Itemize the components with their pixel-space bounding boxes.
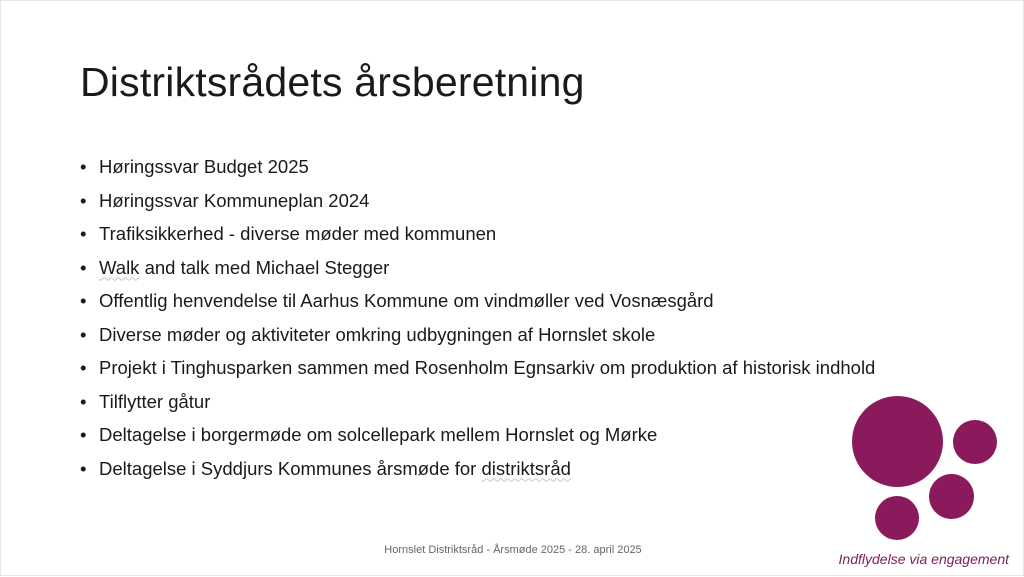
bullet-text: Diverse møder og aktiviteter omkring udbygningen af Hornslet skole <box>99 323 656 345</box>
bullet-text: Trafiksikkerhed - diverse møder med kommunen <box>99 223 497 244</box>
bullet-icon: • <box>80 323 87 345</box>
bullet-text: Offentlig henvendelse til Aarhus Kommune om vindmøller ved Vosnæsgård <box>99 290 714 311</box>
list-item <box>80 156 940 178</box>
circle-icon-bottom <box>875 496 919 540</box>
bullet-icon: • <box>80 189 87 211</box>
list-item <box>80 290 940 312</box>
bullet-text: Høringssvar Budget 2025 <box>99 156 309 177</box>
list-item <box>80 357 940 379</box>
list-item <box>80 324 940 346</box>
bullet-icon: • <box>80 156 87 177</box>
list-item <box>80 424 940 446</box>
bullet-icon: • <box>80 256 87 278</box>
bullet-icon: • <box>80 357 87 378</box>
bullet-text: and talk med Michael Stegger <box>139 256 390 278</box>
circle-icon-right-top <box>953 420 997 464</box>
bullet-text: Deltagelse i Syddjurs Kommunes årsmøde for <box>99 457 482 479</box>
bullet-icon: • <box>80 223 87 244</box>
slide-footer: Hornslet Distriktsråd - Årsmøde 2025 - 28. april 2025 <box>384 544 642 556</box>
bullet-icon: • <box>80 390 87 412</box>
bullet-icon: • <box>80 424 87 445</box>
spellcheck-word: distriktsråd <box>481 457 571 479</box>
bullet-text: Høringssvar Kommuneplan 2024 <box>99 189 370 211</box>
bullet-icon: • <box>80 457 87 479</box>
list-item <box>80 223 940 245</box>
bullet-text: Tilflytter gåtur <box>99 390 211 412</box>
bullet-text: Deltagelse i borgermøde om solcellepark mellem Hornslet og Mørke <box>99 424 658 445</box>
bullet-icon: • <box>80 290 87 311</box>
list-item <box>80 190 940 212</box>
tagline: Indflydelse via engagement <box>838 551 1009 567</box>
spellcheck-word: Walk <box>99 256 140 278</box>
bullet-text: Projekt i Tinghusparken sammen med Rosenholm Egnsarkiv om produktion af historisk indhold <box>99 357 876 378</box>
slide-title: Distriktsrådets årsberetning <box>80 59 585 105</box>
list-item <box>80 458 940 480</box>
list-item <box>80 391 940 413</box>
bullet-list <box>80 156 940 491</box>
list-item <box>80 257 940 279</box>
